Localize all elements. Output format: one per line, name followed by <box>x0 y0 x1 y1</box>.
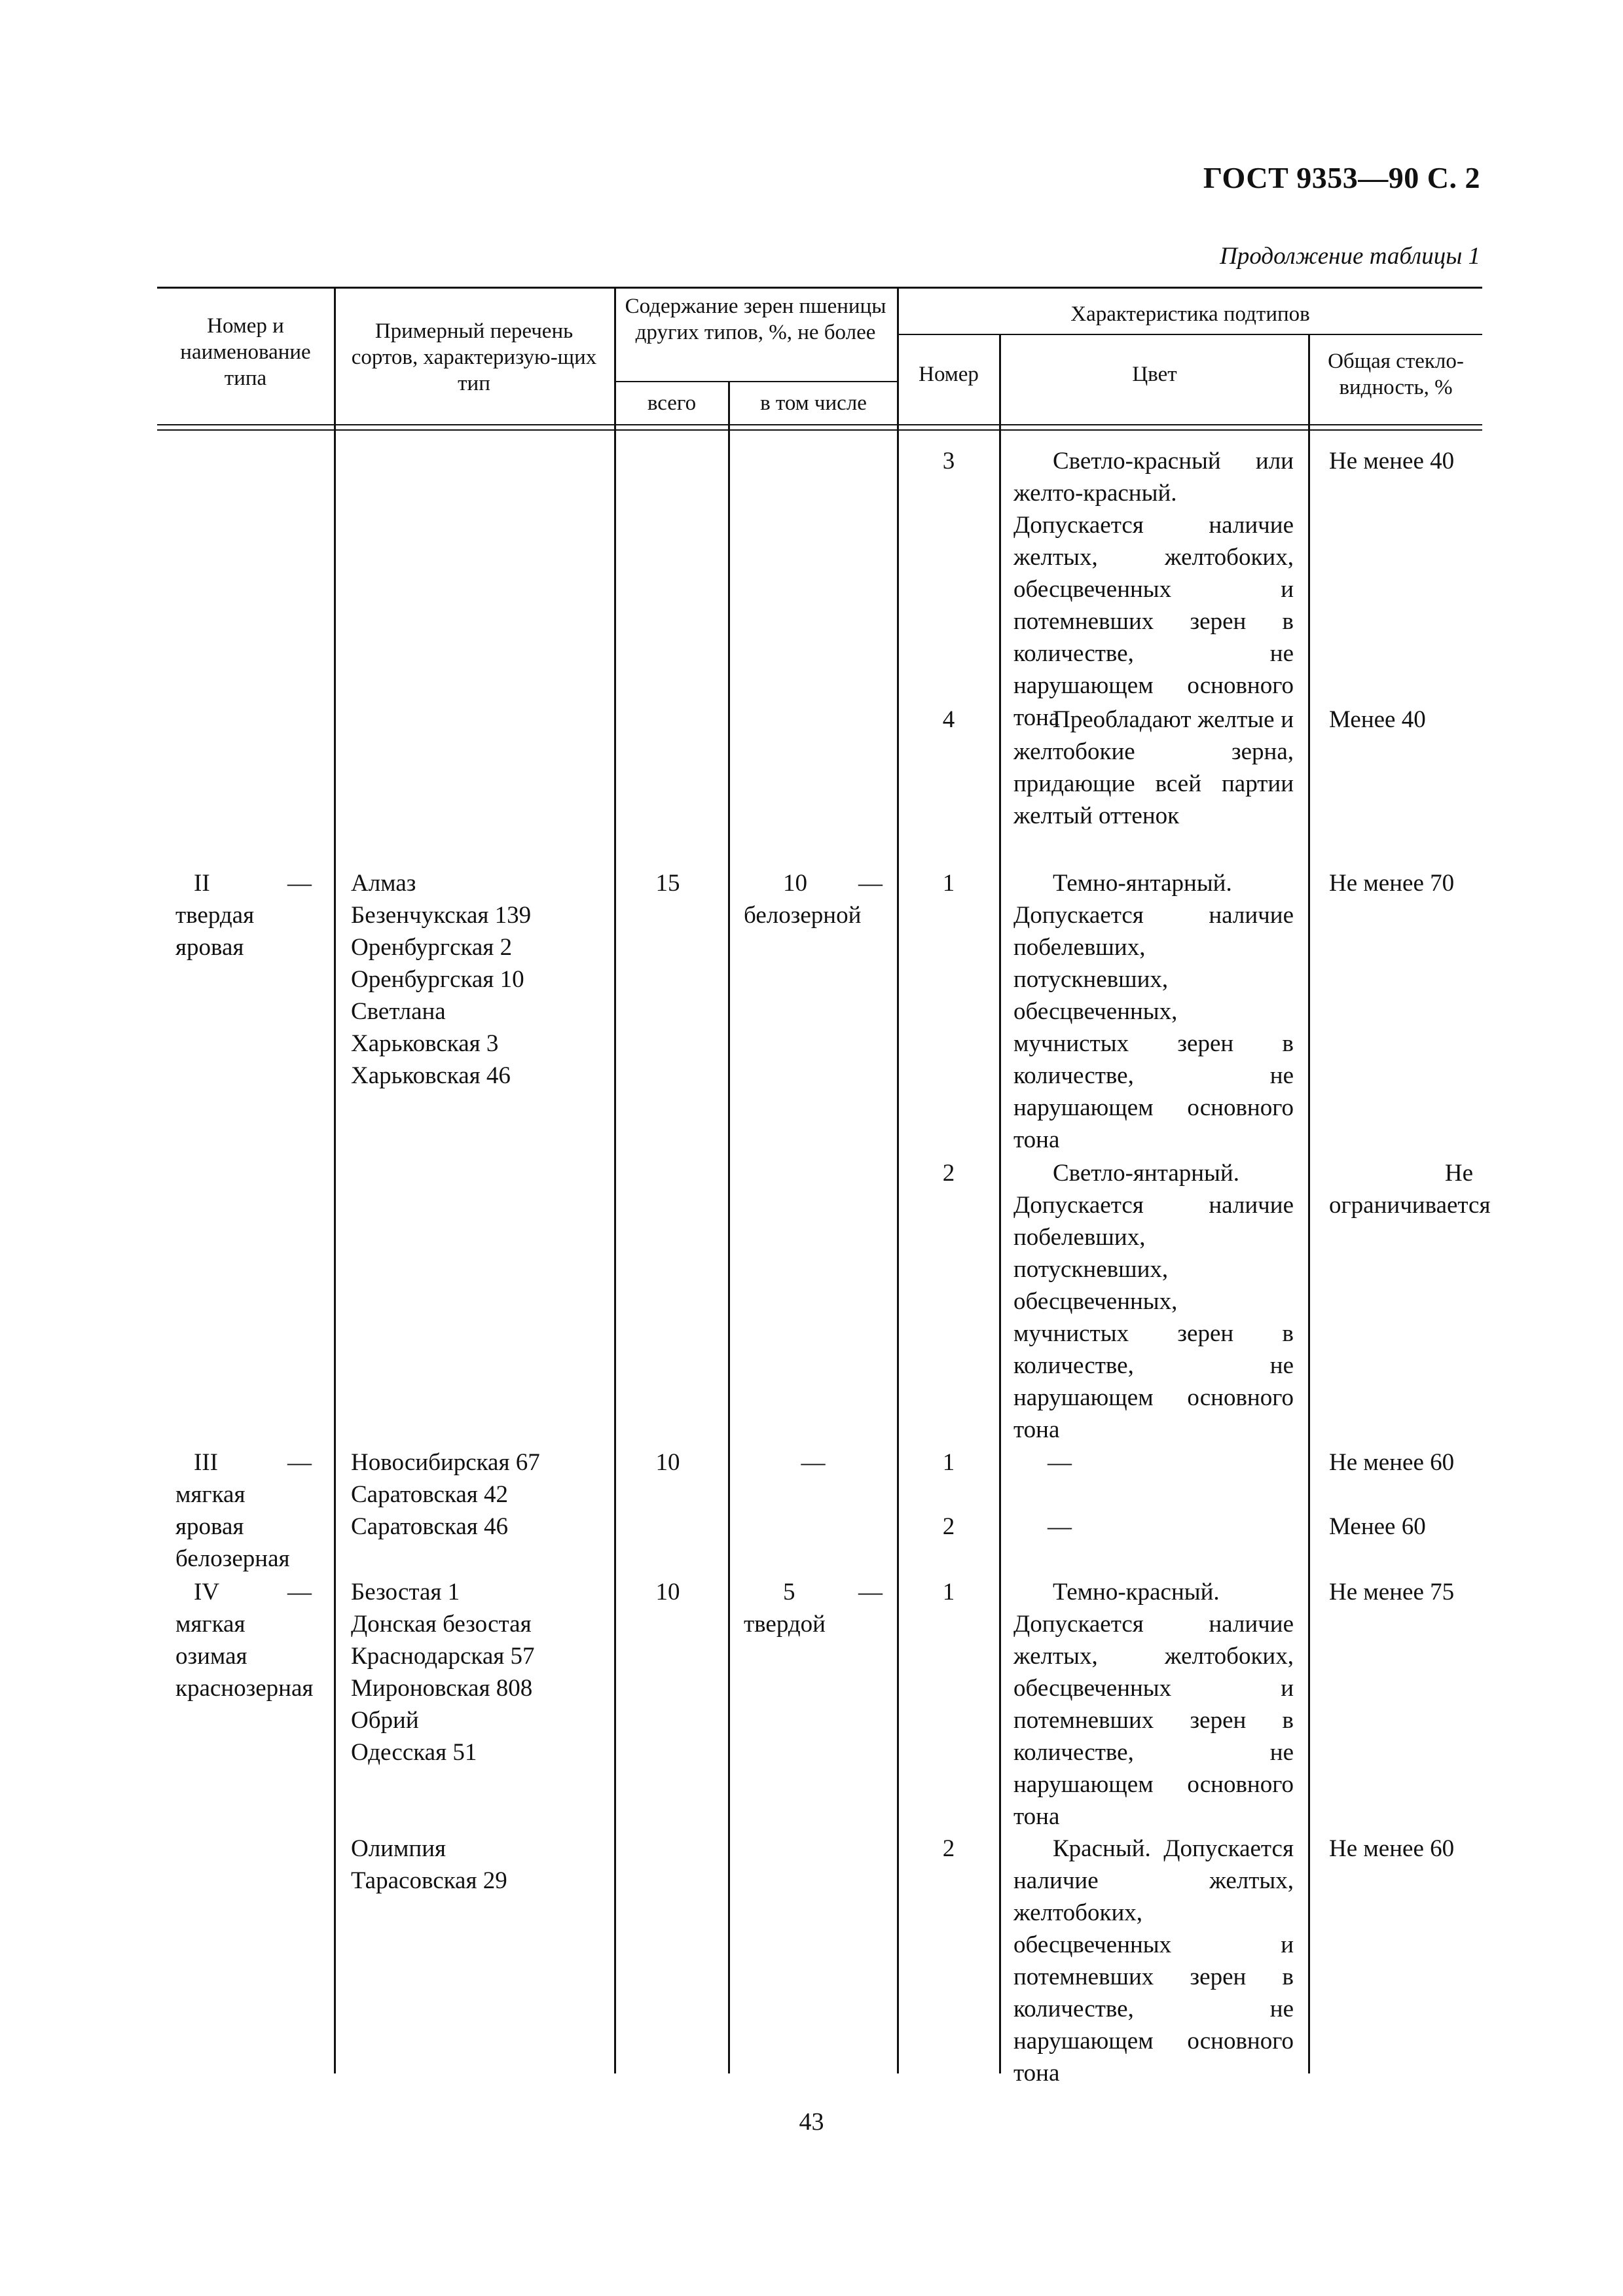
variety-item: Саратовская 42 <box>351 1481 509 1508</box>
variety-item: Безенчукская 139 <box>351 902 532 929</box>
row1-subtype1-vitreousness: Не менее 70 <box>1329 870 1455 897</box>
variety-item: Донская безостая <box>351 1611 532 1638</box>
row3-including: 5 — твердой <box>744 1579 883 1638</box>
row2-subtype1-number: 1 <box>942 1449 955 1476</box>
header-type-name: Номер и наименование типа <box>180 314 311 390</box>
table-continuation-label: Продолжение таблицы 1 <box>1220 243 1480 270</box>
row2-subtype1-color: — <box>1048 1449 1072 1476</box>
col-divider-2 <box>614 288 616 2073</box>
row2-subtype2-number: 2 <box>942 1513 955 1540</box>
col-divider-1 <box>334 288 336 2073</box>
row0-subtype2-color: Преобладают желтые и желтобокие зерна, придающие всей партии желтый оттенок <box>1013 706 1294 829</box>
header-bottom-border-1 <box>157 424 1482 425</box>
row1-subtype1-color: Темно-янтарный. Допускается наличие побелевших, потускневших, обесцвеченных, мучнистых зерен в количестве, не нарушающем основного тона <box>1013 870 1294 1153</box>
row1-type-name: II — твердая яровая <box>175 870 312 961</box>
subtype-header-divider <box>897 334 1482 335</box>
row0-subtype1-color: Светло-красный или желто-красный. Допускается наличие желтых, желтобоких, обесцвеченных и потемневших зерен в количестве, не нарушающем основного тона <box>1013 448 1294 731</box>
row3-type-name: IV — мягкая озимая краснозерная <box>175 1579 314 1702</box>
row4-subtype1-color: Красный. Допускается наличие желтых, желтобоких, обесцвеченных и потемневших зерен в количестве, не нарушающем основного тона <box>1013 1835 1294 2087</box>
row1-subtype1-number: 1 <box>942 870 955 897</box>
row4-varieties <box>351 1833 613 1897</box>
row0-subtype1-number: 3 <box>942 448 955 475</box>
row3-total: 10 <box>655 1579 680 1605</box>
row4-subtype1-number: 2 <box>942 1835 955 1862</box>
variety-item: Тарасовская 29 <box>351 1867 507 1894</box>
variety-item: Мироновская 808 <box>351 1675 533 1702</box>
col-divider-3 <box>728 382 730 2073</box>
variety-item: Олимпия <box>351 1835 447 1862</box>
variety-item: Харьковская 3 <box>351 1030 499 1057</box>
variety-item: Одесская 51 <box>351 1739 477 1766</box>
row2-including: — <box>801 1449 826 1476</box>
row4-subtype1-vitreousness: Не менее 60 <box>1329 1835 1455 1862</box>
header-color: Цвет <box>1132 363 1177 386</box>
header-subtype-group: Характеристика подтипов <box>1070 302 1310 326</box>
row1-subtype2-color: Светло-янтарный. Допускается наличие побелевших, потускневших, обесцвеченных, мучнистых зерен в количестве, не нарушающем основного тона <box>1013 1160 1294 1443</box>
variety-item: Краснодарская 57 <box>351 1643 535 1670</box>
row3-subtype1-number: 1 <box>942 1579 955 1605</box>
row1-subtype2-vitreousness: Не ограничивается <box>1329 1160 1491 1219</box>
variety-item: Обрий <box>351 1707 419 1734</box>
row2-type-name: III — мягкая яровая белозерная <box>175 1449 312 1572</box>
variety-item: Новосибирская 67 <box>351 1449 540 1476</box>
document-header: ГОСТ 9353—90 С. 2 <box>1203 161 1480 194</box>
row0-subtype1-vitreousness: Не менее 40 <box>1329 448 1455 475</box>
row1-subtype2-number: 2 <box>942 1160 955 1187</box>
page-number: 43 <box>799 2108 824 2136</box>
variety-item: Оренбургская 10 <box>351 966 524 993</box>
row3-varieties <box>351 1576 613 1768</box>
row2-subtype2-vitreousness: Менее 60 <box>1329 1513 1426 1540</box>
variety-item: Саратовская 46 <box>351 1513 509 1540</box>
row1-total: 15 <box>655 870 680 897</box>
variety-item: Светлана <box>351 998 446 1025</box>
variety-item: Алмаз <box>351 870 416 897</box>
header-including: в том числе <box>760 391 867 415</box>
row2-subtype2-color: — <box>1048 1513 1072 1540</box>
row1-including: 10 — белозерной <box>744 870 883 929</box>
table-top-border <box>157 287 1482 289</box>
variety-item: Оренбургская 2 <box>351 934 513 961</box>
header-number: Номер <box>919 363 979 386</box>
row3-subtype1-vitreousness: Не менее 75 <box>1329 1579 1455 1605</box>
header-content-group: Содержание зерен пшеницы других типов, %, не более <box>625 295 886 344</box>
row3-subtype1-color: Темно-красный. Допускается наличие желтых, желтобоких, обесцвеченных и потемневших зерен в количестве, не нарушающем основного тона <box>1013 1579 1294 1830</box>
header-vitreousness: Общая стекло-видность, % <box>1328 350 1464 399</box>
row2-total: 10 <box>655 1449 680 1476</box>
row0-subtype2-number: 4 <box>942 706 955 733</box>
variety-item: Безостая 1 <box>351 1579 460 1605</box>
header-bottom-border-2 <box>157 429 1482 431</box>
row1-varieties <box>351 867 613 1092</box>
header-total: всего <box>647 391 697 415</box>
row2-varieties <box>351 1446 613 1543</box>
col-divider-6 <box>1308 334 1310 2073</box>
row2-subtype1-vitreousness: Не менее 60 <box>1329 1449 1455 1476</box>
content-header-divider <box>614 381 897 382</box>
variety-item: Харьковская 46 <box>351 1062 511 1089</box>
row0-subtype2-vitreousness: Менее 40 <box>1329 706 1426 733</box>
header-varieties: Примерный перечень сортов, характеризую-щих тип <box>351 319 597 395</box>
col-divider-5 <box>999 334 1001 2073</box>
